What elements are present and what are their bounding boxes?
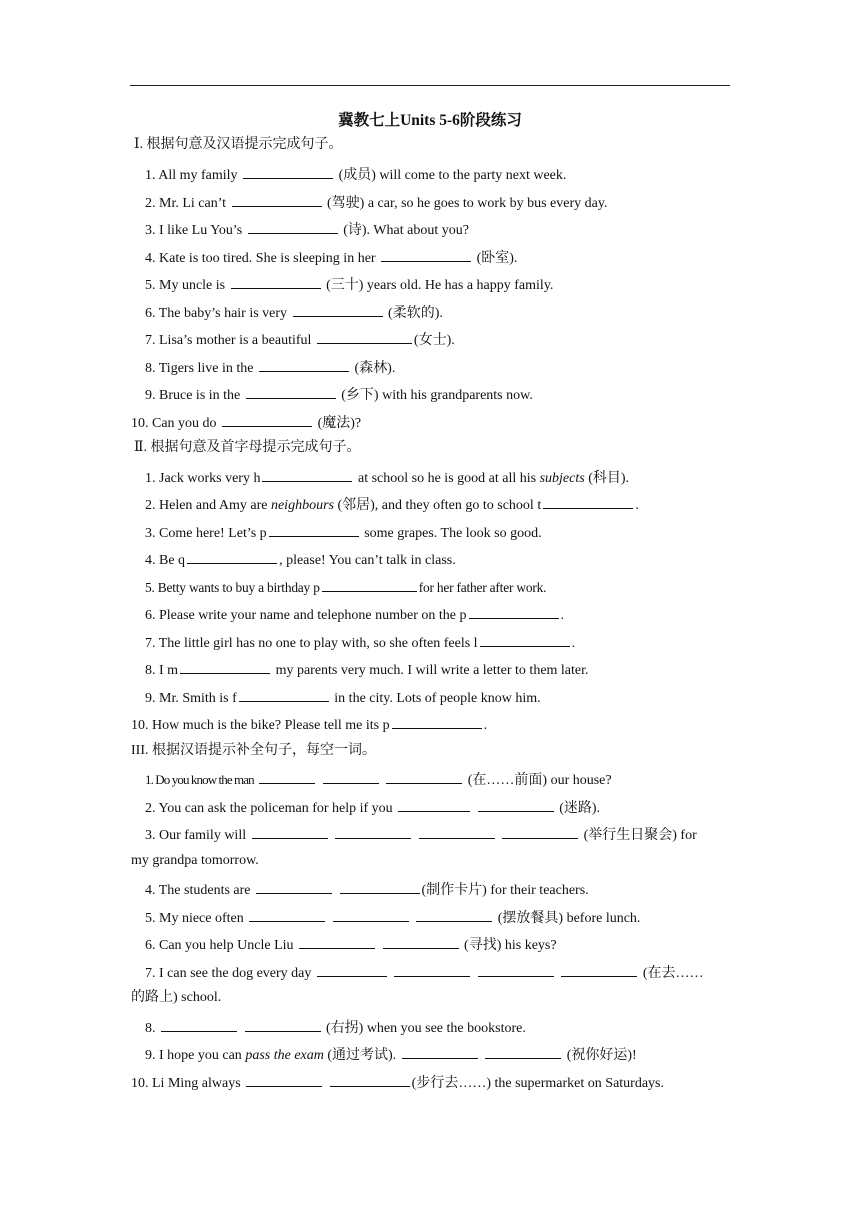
answer-blank[interactable]	[322, 576, 417, 592]
answer-blank[interactable]	[333, 906, 409, 922]
s1-q7: 7. Lisa’s mother is a beautiful (女士).	[145, 328, 455, 351]
answer-blank[interactable]	[248, 218, 338, 234]
s2-q9: 9. Mr. Smith is f in the city. Lots of people know him.	[145, 686, 541, 709]
answer-blank[interactable]	[262, 466, 352, 482]
answer-blank[interactable]	[478, 796, 554, 812]
s3-q1: 1. Do you know the man (在……前面) our house?	[145, 768, 612, 791]
header-rule	[130, 85, 730, 86]
answer-blank[interactable]	[394, 961, 470, 977]
answer-blank[interactable]	[381, 246, 471, 262]
s1-q1: 1. All my family (成员) will come to the party next week.	[145, 163, 566, 186]
answer-blank[interactable]	[502, 823, 578, 839]
s1-q10: 10. Can you do (魔法)?	[131, 411, 361, 434]
answer-blank[interactable]	[340, 878, 420, 894]
page-title: 冀教七上Units 5-6阶段练习	[338, 112, 522, 129]
s2-q1: 1. Jack works very h at school so he is good at all his subjects (科目).	[145, 466, 629, 489]
answer-blank[interactable]	[392, 713, 482, 729]
s3-q3: 3. Our family will (举行生日聚会) for	[145, 823, 697, 846]
s3-q7: 7. I can see the dog every day (在去……	[145, 961, 704, 984]
answer-blank[interactable]	[239, 686, 329, 702]
s2-q2: 2. Helen and Amy are neighbours (邻居), and they often go to school t .	[145, 493, 639, 516]
answer-blank[interactable]	[478, 961, 554, 977]
answer-blank[interactable]	[246, 383, 336, 399]
s3-q4: 4. The students are (制作卡片) for their teachers.	[145, 878, 589, 901]
section-2-heading: Ⅱ. 根据句意及首字母提示完成句子。	[134, 440, 361, 455]
answer-blank[interactable]	[269, 521, 359, 537]
s2-q7: 7. The little girl has no one to play with, so she often feels l .	[145, 631, 575, 654]
s3-q8: 8. (右拐) when you see the bookstore.	[145, 1016, 526, 1039]
answer-blank[interactable]	[317, 961, 387, 977]
answer-blank[interactable]	[259, 356, 349, 372]
s1-q6: 6. The baby’s hair is very (柔软的).	[145, 301, 443, 324]
answer-blank[interactable]	[330, 1071, 410, 1087]
answer-blank[interactable]	[245, 1016, 321, 1032]
answer-blank[interactable]	[249, 906, 325, 922]
answer-blank[interactable]	[480, 631, 570, 647]
s2-q5: 5. Betty wants to buy a birthday p for her father after work.	[145, 576, 546, 598]
answer-blank[interactable]	[561, 961, 637, 977]
s3-q10: 10. Li Ming always (步行去……) the supermarket on Saturdays.	[131, 1071, 664, 1094]
s3-q2: 2. You can ask the policeman for help if you (迷路).	[145, 796, 600, 819]
answer-blank[interactable]	[256, 878, 332, 894]
s2-q3: 3. Come here! Let’s p some grapes. The look so good.	[145, 521, 542, 544]
s3-q7-cont: 的路上) school.	[131, 990, 222, 1005]
s1-q4: 4. Kate is too tired. She is sleeping in her (卧室).	[145, 246, 517, 269]
answer-blank[interactable]	[419, 823, 495, 839]
answer-blank[interactable]	[246, 1071, 322, 1087]
s1-q9: 9. Bruce is in the (乡下) with his grandparents now.	[145, 383, 533, 406]
answer-blank[interactable]	[231, 273, 321, 289]
answer-blank[interactable]	[469, 603, 559, 619]
answer-blank[interactable]	[232, 191, 322, 207]
answer-blank[interactable]	[323, 768, 379, 784]
section-1-heading: Ⅰ. 根据句意及汉语提示完成句子。	[134, 137, 343, 152]
section-3-heading: III. 根据汉语提示补全句子，每空一词。	[131, 743, 376, 758]
s2-q8: 8. I m my parents very much. I will write a letter to them later.	[145, 658, 589, 681]
answer-blank[interactable]	[299, 933, 375, 949]
s1-q8: 8. Tigers live in the (森林).	[145, 356, 395, 379]
answer-blank[interactable]	[386, 768, 462, 784]
answer-blank[interactable]	[187, 548, 277, 564]
s2-q4: 4. Be q , please! You can’t talk in class.	[145, 548, 456, 571]
answer-blank[interactable]	[383, 933, 459, 949]
answer-blank[interactable]	[293, 301, 383, 317]
answer-blank[interactable]	[402, 1043, 478, 1059]
answer-blank[interactable]	[416, 906, 492, 922]
answer-blank[interactable]	[161, 1016, 237, 1032]
answer-blank[interactable]	[335, 823, 411, 839]
s1-q5: 5. My uncle is (三十) years old. He has a happy family.	[145, 273, 553, 296]
answer-blank[interactable]	[180, 658, 270, 674]
answer-blank[interactable]	[243, 163, 333, 179]
s1-q3: 3. I like Lu You’s (诗). What about you?	[145, 218, 469, 241]
answer-blank[interactable]	[398, 796, 470, 812]
s2-q10: 10. How much is the bike? Please tell me its p .	[131, 713, 487, 736]
answer-blank[interactable]	[252, 823, 328, 839]
answer-blank[interactable]	[222, 411, 312, 427]
answer-blank[interactable]	[485, 1043, 561, 1059]
answer-blank[interactable]	[259, 768, 315, 784]
answer-blank[interactable]	[543, 493, 633, 509]
s3-q6: 6. Can you help Uncle Liu (寻找) his keys?	[145, 933, 557, 956]
s3-q5: 5. My niece often (摆放餐具) before lunch.	[145, 906, 640, 929]
s3-q9: 9. I hope you can pass the exam (通过考试). (祝你好运)!	[145, 1043, 637, 1066]
s1-q2: 2. Mr. Li can’t (驾驶) a car, so he goes to work by bus every day.	[145, 191, 607, 214]
s2-q6: 6. Please write your name and telephone number on the p .	[145, 603, 564, 626]
s3-q3-cont: my grandpa tomorrow.	[131, 853, 259, 868]
answer-blank[interactable]	[317, 328, 412, 344]
